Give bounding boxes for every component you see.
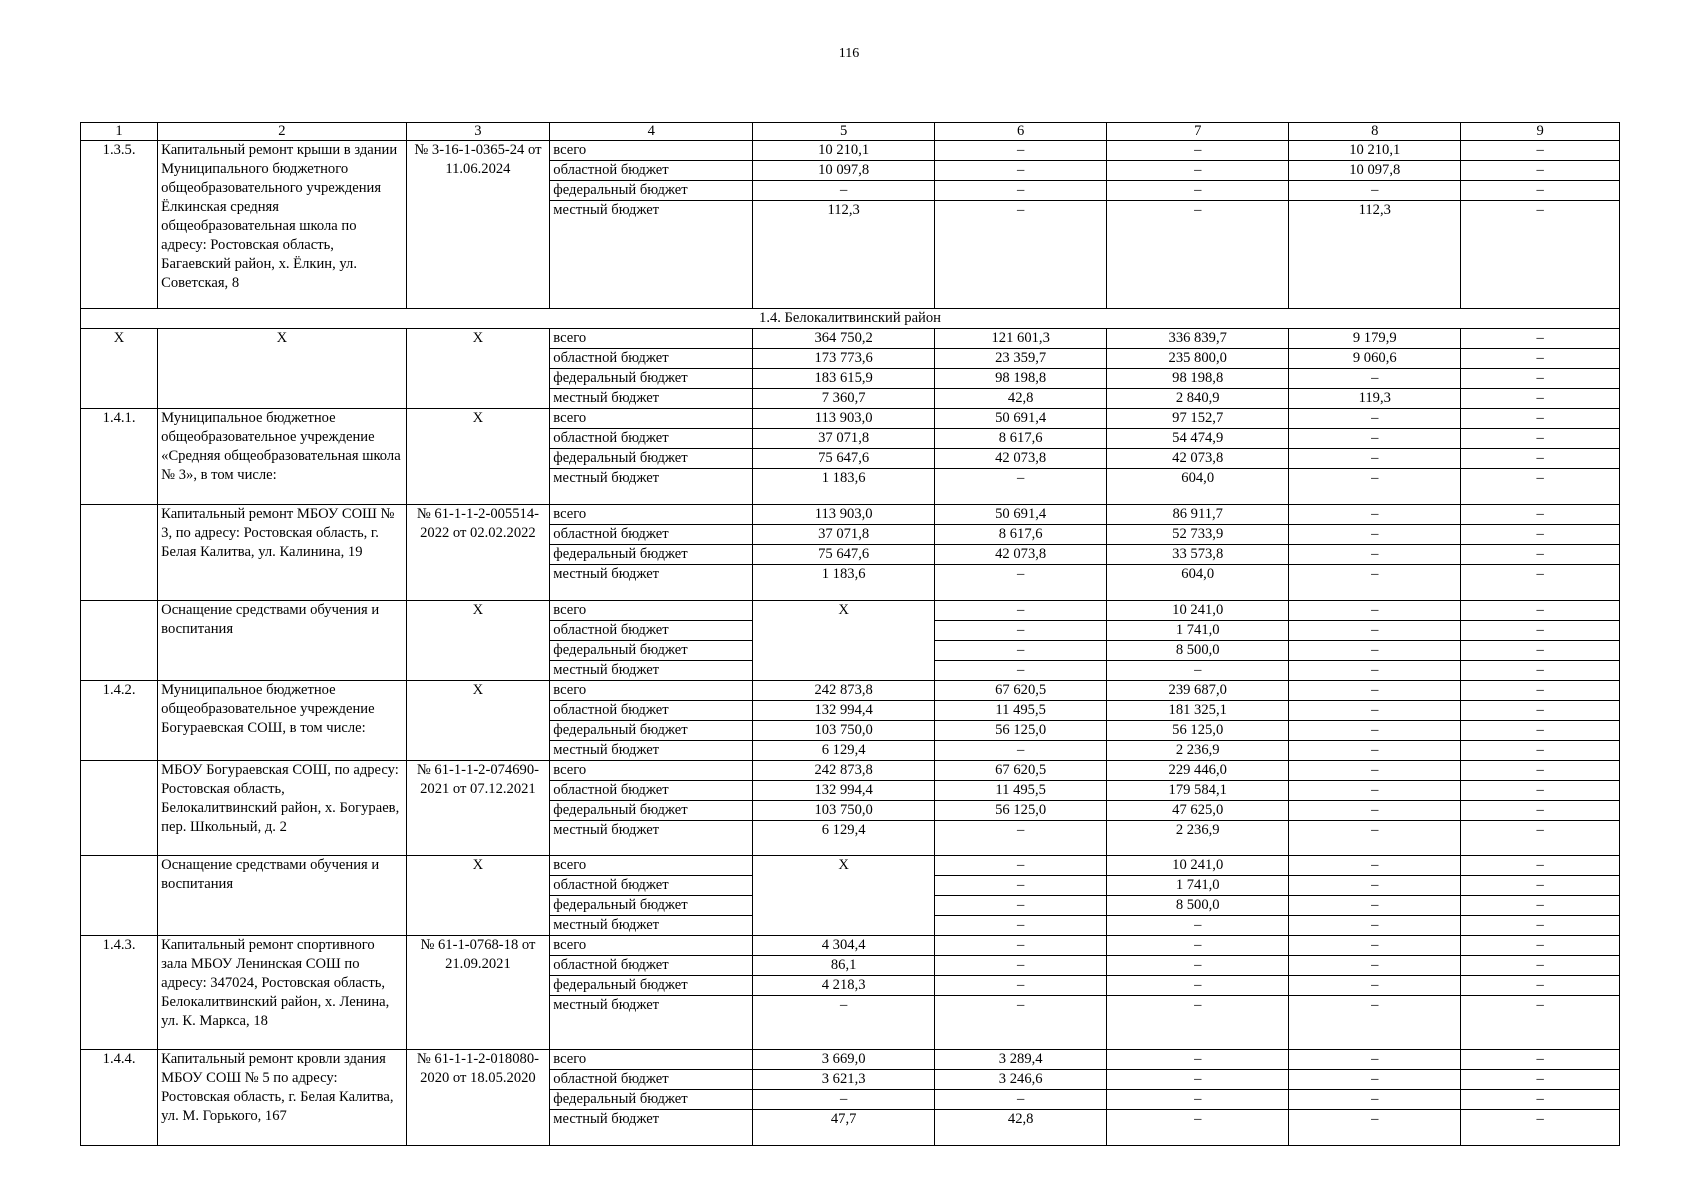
value-cell: – [935,1090,1107,1110]
value-cell: – [1461,389,1620,409]
value-cell: – [1289,525,1461,545]
value-cell: – [1107,976,1289,996]
document-number: № 61-1-1-2-005514-2022 от 02.02.2022 [406,505,550,601]
value-cell: 132 994,4 [753,701,935,721]
budget-type-label: всего [550,681,753,701]
value-cell: – [1289,369,1461,389]
value-cell: – [1289,429,1461,449]
value-cell: 103 750,0 [753,801,935,821]
value-cell: – [1461,856,1620,876]
value-cell: 42 073,8 [935,545,1107,565]
budget-type-label: местный бюджет [550,469,753,505]
value-cell: – [1461,781,1620,801]
value-cell: 11 495,5 [935,701,1107,721]
value-cell: – [1289,856,1461,876]
document-number: № 3-16-1-0365-24 от 11.06.2024 [406,141,550,309]
budget-type-label: всего [550,601,753,621]
value-cell: – [1461,681,1620,701]
table-row [81,505,1620,525]
value-cell: – [935,956,1107,976]
value-cell: 47,7 [753,1110,935,1146]
budget-type-label: областной бюджет [550,429,753,449]
budget-type-label: областной бюджет [550,525,753,545]
value-cell: 86,1 [753,956,935,976]
value-cell: 179 584,1 [1107,781,1289,801]
value-cell: – [1289,821,1461,856]
value-cell: – [1289,916,1461,936]
value-cell: – [1461,821,1620,856]
value-cell: 604,0 [1107,469,1289,505]
value-cell: – [1107,161,1289,181]
budget-type-label: всего [550,409,753,429]
value-cell: – [935,876,1107,896]
value-cell: – [1289,956,1461,976]
value-cell: – [1461,601,1620,621]
value-cell: 2 236,9 [1107,821,1289,856]
item-number [81,856,158,936]
budget-type-label: федеральный бюджет [550,801,753,821]
value-cell: – [935,181,1107,201]
value-cell: 11 495,5 [935,781,1107,801]
value-cell: Х [753,601,935,681]
value-cell: – [1461,349,1620,369]
value-cell: – [935,896,1107,916]
table-row [81,1050,1620,1070]
value-cell: – [1461,141,1620,161]
value-cell: – [1289,1110,1461,1146]
value-cell: – [1289,449,1461,469]
column-number: 5 [753,123,935,141]
value-cell: 1 741,0 [1107,621,1289,641]
value-cell: – [1289,681,1461,701]
value-cell: – [1461,1070,1620,1090]
value-cell: – [1461,1110,1620,1146]
budget-type-label: областной бюджет [550,876,753,896]
value-cell: – [753,181,935,201]
value-cell: – [1289,976,1461,996]
table-row [81,329,1620,349]
value-cell: – [1461,701,1620,721]
value-cell: 112,3 [753,201,935,309]
value-cell: 121 601,3 [935,329,1107,349]
value-cell: – [1461,565,1620,601]
value-cell: 3 289,4 [935,1050,1107,1070]
item-number: 1.4.2. [81,681,158,761]
value-cell: – [935,936,1107,956]
value-cell: 10 097,8 [1289,161,1461,181]
value-cell: 1 183,6 [753,565,935,601]
value-cell: – [1461,721,1620,741]
column-number-row [81,123,1620,141]
value-cell: – [1289,701,1461,721]
value-cell: 42,8 [935,389,1107,409]
value-cell: – [1461,201,1620,309]
budget-type-label: всего [550,329,753,349]
budget-type-label: федеральный бюджет [550,976,753,996]
value-cell: 37 071,8 [753,525,935,545]
value-cell: – [1461,996,1620,1050]
column-number: 6 [935,123,1107,141]
item-number [81,505,158,601]
column-number: 8 [1289,123,1461,141]
budget-type-label: федеральный бюджет [550,449,753,469]
value-cell: 113 903,0 [753,505,935,525]
value-cell: – [935,621,1107,641]
value-cell: – [1107,936,1289,956]
value-cell: 242 873,8 [753,761,935,781]
value-cell: – [1461,1090,1620,1110]
value-cell: – [935,641,1107,661]
value-cell: – [1289,565,1461,601]
value-cell: – [1461,449,1620,469]
value-cell: 1 741,0 [1107,876,1289,896]
value-cell: 42 073,8 [935,449,1107,469]
budget-type-label: федеральный бюджет [550,1090,753,1110]
value-cell: – [1107,181,1289,201]
value-cell: 8 617,6 [935,525,1107,545]
value-cell: 98 198,8 [935,369,1107,389]
value-cell: – [1461,181,1620,201]
value-cell: 97 152,7 [1107,409,1289,429]
budget-type-label: областной бюджет [550,349,753,369]
value-cell: – [935,661,1107,681]
value-cell: – [1461,641,1620,661]
value-cell: Х [753,856,935,936]
value-cell: – [1107,661,1289,681]
value-cell: 10 210,1 [1289,141,1461,161]
budget-type-label: местный бюджет [550,741,753,761]
document-number: Х [406,856,550,936]
budget-type-label: всего [550,936,753,956]
item-name: Муниципальное бюджетное общеобразовательное учреждение Богураевская СОШ, в том числе: [158,681,406,761]
budget-type-label: местный бюджет [550,996,753,1050]
value-cell: – [1461,621,1620,641]
item-number: 1.4.3. [81,936,158,1050]
budget-type-label: местный бюджет [550,201,753,309]
value-cell: 8 500,0 [1107,896,1289,916]
value-cell: – [1289,896,1461,916]
budget-table [80,122,1620,1146]
item-name: Капитальный ремонт крыши в здании Муниципального бюджетного общеобразовательного учреждения Ёлкинская средняя общеобразовательная школа по адресу: Ростовская область, Багаевский район, х. Ёлкин, ул. Советская, 8 [158,141,406,309]
budget-type-label: местный бюджет [550,565,753,601]
value-cell: – [1461,469,1620,505]
value-cell: 56 125,0 [935,801,1107,821]
budget-type-label: местный бюджет [550,1110,753,1146]
value-cell: – [1289,1070,1461,1090]
value-cell: 112,3 [1289,201,1461,309]
value-cell: – [1289,721,1461,741]
value-cell: – [1461,505,1620,525]
value-cell: 235 800,0 [1107,349,1289,369]
document-number: Х [406,329,550,409]
value-cell: 54 474,9 [1107,429,1289,449]
value-cell: 364 750,2 [753,329,935,349]
page-number: 116 [838,46,860,61]
table-row [81,936,1620,956]
value-cell: – [935,741,1107,761]
budget-type-label: местный бюджет [550,661,753,681]
document-number: Х [406,681,550,761]
item-number [81,601,158,681]
budget-type-label: всего [550,505,753,525]
column-number: 3 [406,123,550,141]
table-row [81,681,1620,701]
value-cell: – [1461,936,1620,956]
value-cell: – [1461,525,1620,545]
value-cell: – [935,565,1107,601]
value-cell: 50 691,4 [935,409,1107,429]
value-cell: – [1289,801,1461,821]
value-cell: – [1461,876,1620,896]
value-cell: – [1289,641,1461,661]
value-cell: – [1461,545,1620,565]
value-cell: 42 073,8 [1107,449,1289,469]
value-cell: 183 615,9 [753,369,935,389]
column-number: 2 [158,123,406,141]
column-number: 4 [550,123,753,141]
table-row [81,761,1620,781]
budget-type-label: всего [550,856,753,876]
value-cell: 56 125,0 [935,721,1107,741]
value-cell: 4 218,3 [753,976,935,996]
value-cell: – [1461,956,1620,976]
item-number: 1.4.1. [81,409,158,505]
value-cell: 37 071,8 [753,429,935,449]
budget-type-label: федеральный бюджет [550,641,753,661]
value-cell: – [1289,1050,1461,1070]
item-name: Капитальный ремонт кровли здания МБОУ СОШ № 5 по адресу: Ростовская область, г. Белая Калитва, ул. М. Горького, 167 [158,1050,406,1146]
value-cell: 86 911,7 [1107,505,1289,525]
value-cell: – [753,1090,935,1110]
value-cell: 9 060,6 [1289,349,1461,369]
value-cell: 113 903,0 [753,409,935,429]
value-cell: 336 839,7 [1107,329,1289,349]
budget-type-label: областной бюджет [550,621,753,641]
value-cell: – [1289,936,1461,956]
document-number: № 61-1-1-2-018080-2020 от 18.05.2020 [406,1050,550,1146]
value-cell: – [935,856,1107,876]
value-cell: – [1461,329,1620,349]
value-cell: – [1289,505,1461,525]
value-cell: 132 994,4 [753,781,935,801]
value-cell: – [1289,661,1461,681]
document-number: № 61-1-1-2-074690-2021 от 07.12.2021 [406,761,550,856]
document-number: Х [406,601,550,681]
item-name: Муниципальное бюджетное общеобразовательное учреждение «Средняя общеобразовательная школа № 3», в том числе: [158,409,406,505]
value-cell: 50 691,4 [935,505,1107,525]
table-row [81,601,1620,621]
value-cell: 3 669,0 [753,1050,935,1070]
budget-type-label: федеральный бюджет [550,369,753,389]
value-cell: – [1461,976,1620,996]
value-cell: – [1107,916,1289,936]
value-cell: 6 129,4 [753,821,935,856]
budget-type-label: всего [550,1050,753,1070]
budget-type-label: федеральный бюджет [550,545,753,565]
value-cell: 47 625,0 [1107,801,1289,821]
value-cell: 75 647,6 [753,545,935,565]
budget-type-label: всего [550,141,753,161]
value-cell: – [1107,141,1289,161]
document-number: № 61-1-0768-18 от 21.09.2021 [406,936,550,1050]
budget-type-label: федеральный бюджет [550,896,753,916]
item-number: Х [81,329,158,409]
value-cell: 119,3 [1289,389,1461,409]
value-cell: – [1107,201,1289,309]
value-cell: – [1289,876,1461,896]
value-cell: – [1289,741,1461,761]
value-cell: – [935,821,1107,856]
value-cell: 75 647,6 [753,449,935,469]
value-cell: – [1461,916,1620,936]
value-cell: – [1289,761,1461,781]
value-cell: – [1289,601,1461,621]
value-cell: – [1289,469,1461,505]
value-cell: 10 210,1 [753,141,935,161]
budget-type-label: местный бюджет [550,916,753,936]
value-cell: 23 359,7 [935,349,1107,369]
value-cell: 4 304,4 [753,936,935,956]
value-cell: – [1461,896,1620,916]
budget-type-label: федеральный бюджет [550,721,753,741]
budget-type-label: областной бюджет [550,1070,753,1090]
item-number [81,761,158,856]
value-cell: – [935,161,1107,181]
value-cell: 8 500,0 [1107,641,1289,661]
section-row [81,309,1620,329]
value-cell: – [753,996,935,1050]
value-cell: 10 241,0 [1107,601,1289,621]
item-name: Капитальный ремонт спортивного зала МБОУ Ленинская СОШ по адресу: 347024, Ростовская область, Белокалитвинский район, х. Ленина, ул. К. Маркса, 18 [158,936,406,1050]
budget-type-label: местный бюджет [550,821,753,856]
budget-type-label: всего [550,761,753,781]
value-cell: 604,0 [1107,565,1289,601]
budget-type-label: областной бюджет [550,781,753,801]
value-cell: 3 621,3 [753,1070,935,1090]
value-cell: 103 750,0 [753,721,935,741]
value-cell: 9 179,9 [1289,329,1461,349]
value-cell: – [1107,956,1289,976]
value-cell: – [1461,369,1620,389]
column-number: 9 [1461,123,1620,141]
budget-type-label: областной бюджет [550,956,753,976]
value-cell: 42,8 [935,1110,1107,1146]
value-cell: – [935,916,1107,936]
column-number: 7 [1107,123,1289,141]
budget-type-label: областной бюджет [550,161,753,181]
value-cell: 229 446,0 [1107,761,1289,781]
value-cell: – [935,601,1107,621]
value-cell: 7 360,7 [753,389,935,409]
value-cell: – [1461,1050,1620,1070]
value-cell: – [1461,429,1620,449]
value-cell: – [1289,621,1461,641]
value-cell: – [1461,161,1620,181]
value-cell: – [1289,409,1461,429]
value-cell: 56 125,0 [1107,721,1289,741]
item-name: МБОУ Богураевская СОШ, по адресу: Ростовская область, Белокалитвинский район, х. Богураев, пер. Школьный, д. 2 [158,761,406,856]
table-row [81,141,1620,161]
value-cell: 10 241,0 [1107,856,1289,876]
item-name: Капитальный ремонт МБОУ СОШ № 3, по адресу: Ростовская область, г. Белая Калитва, ул. Калинина, 19 [158,505,406,601]
value-cell: 181 325,1 [1107,701,1289,721]
document-number: Х [406,409,550,505]
value-cell: – [1289,996,1461,1050]
value-cell: – [935,976,1107,996]
value-cell: – [1107,1070,1289,1090]
value-cell: 242 873,8 [753,681,935,701]
item-number: 1.4.4. [81,1050,158,1146]
value-cell: – [1461,801,1620,821]
value-cell: 8 617,6 [935,429,1107,449]
section-title: 1.4. Белокалитвинский район [81,309,1620,329]
table-row [81,409,1620,429]
value-cell: – [1107,1050,1289,1070]
value-cell: – [1289,181,1461,201]
value-cell: 98 198,8 [1107,369,1289,389]
value-cell: 1 183,6 [753,469,935,505]
column-number: 1 [81,123,158,141]
table-row [81,856,1620,876]
value-cell: 10 097,8 [753,161,935,181]
value-cell: 52 733,9 [1107,525,1289,545]
budget-type-label: областной бюджет [550,701,753,721]
value-cell: 67 620,5 [935,681,1107,701]
item-name: Оснащение средствами обучения и воспитания [158,601,406,681]
value-cell: 2 840,9 [1107,389,1289,409]
value-cell: – [1289,545,1461,565]
value-cell: – [1107,1090,1289,1110]
item-name: Х [158,329,406,409]
value-cell: – [935,201,1107,309]
value-cell: – [935,996,1107,1050]
value-cell: – [1461,761,1620,781]
item-name: Оснащение средствами обучения и воспитания [158,856,406,936]
value-cell: 33 573,8 [1107,545,1289,565]
value-cell: – [935,469,1107,505]
value-cell: – [1461,741,1620,761]
budget-type-label: федеральный бюджет [550,181,753,201]
value-cell: – [1107,1110,1289,1146]
value-cell: 173 773,6 [753,349,935,369]
budget-type-label: местный бюджет [550,389,753,409]
value-cell: – [1107,996,1289,1050]
value-cell: – [935,141,1107,161]
value-cell: 3 246,6 [935,1070,1107,1090]
item-number: 1.3.5. [81,141,158,309]
value-cell: – [1289,1090,1461,1110]
value-cell: 6 129,4 [753,741,935,761]
value-cell: – [1289,781,1461,801]
value-cell: – [1461,661,1620,681]
value-cell: 67 620,5 [935,761,1107,781]
value-cell: 2 236,9 [1107,741,1289,761]
value-cell: 239 687,0 [1107,681,1289,701]
value-cell: – [1461,409,1620,429]
